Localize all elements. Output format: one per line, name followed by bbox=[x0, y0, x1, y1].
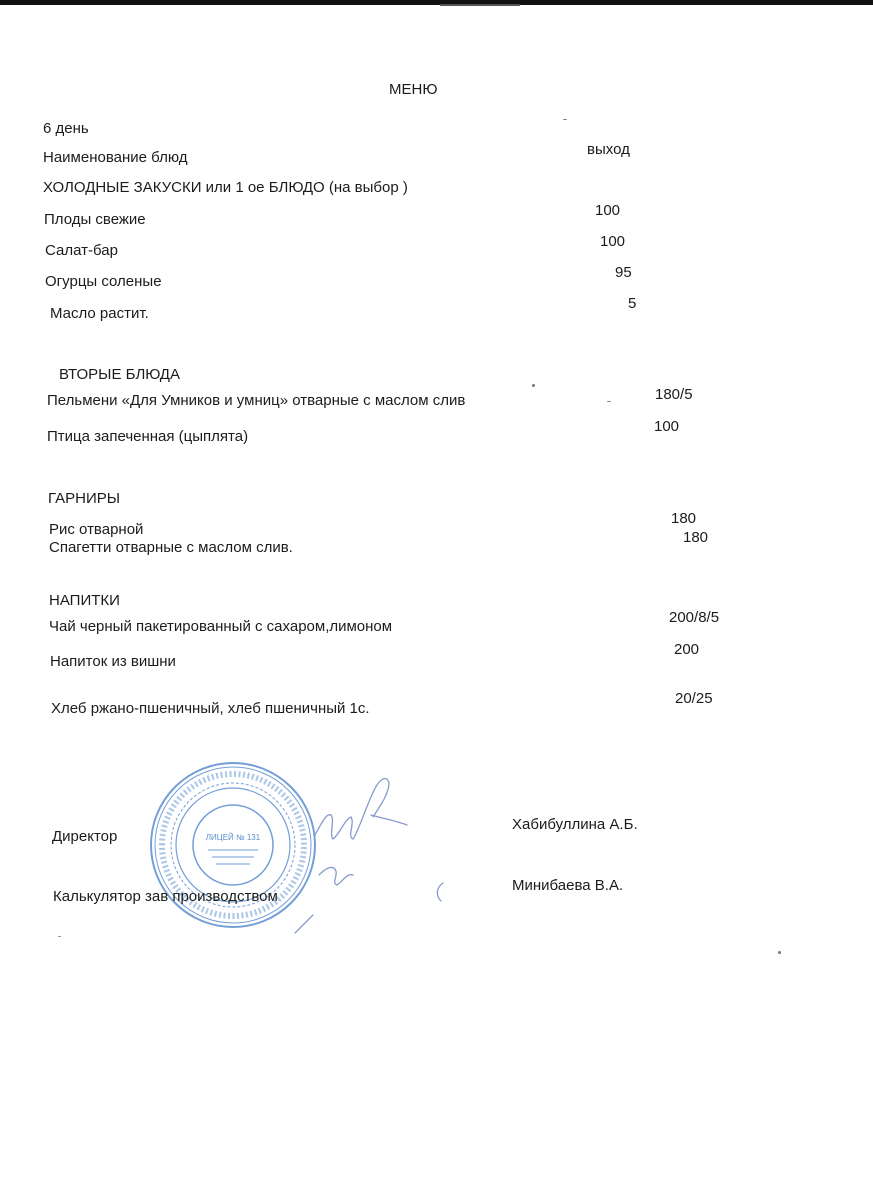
menu-item-name: Чай черный пакетированный с сахаром,лимоном bbox=[49, 618, 393, 635]
menu-item-name: Масло растит. bbox=[50, 305, 149, 322]
menu-item-yield: 200/8/5 bbox=[669, 609, 720, 626]
menu-item-name: Рис отварной bbox=[49, 521, 144, 538]
menu-item-yield: 5 bbox=[628, 295, 637, 312]
column-header-yield: выход bbox=[587, 141, 630, 158]
day-label: 6 день bbox=[43, 120, 89, 137]
section-title-second: ВТОРЫЕ БЛЮДА bbox=[59, 366, 180, 383]
menu-item-yield: 100 bbox=[595, 202, 621, 219]
scan-top-edge bbox=[0, 0, 873, 5]
menu-item-name: Пельмени «Для Умников и умниц» отварные с маслом слив bbox=[47, 392, 466, 409]
menu-item-yield: 180 bbox=[683, 529, 709, 546]
calculator-label: Калькулятор зав производством bbox=[53, 888, 278, 905]
menu-item-yield: 20/25 bbox=[675, 690, 713, 707]
scan-speck bbox=[607, 401, 611, 402]
menu-item-name: Плоды свежие bbox=[44, 211, 146, 228]
calculator-name: Минибаева В.А. bbox=[512, 877, 624, 894]
menu-item-yield: 95 bbox=[615, 264, 632, 281]
signature-scribble bbox=[285, 765, 485, 945]
section-title-cold: ХОЛОДНЫЕ ЗАКУСКИ или 1 ое БЛЮДО (на выбор ) bbox=[43, 179, 408, 196]
scan-speck bbox=[532, 384, 535, 387]
director-name: Хабибуллина А.Б. bbox=[512, 816, 638, 833]
menu-item-name: Птица запеченная (цыплята) bbox=[47, 428, 249, 445]
scan-speck bbox=[778, 951, 781, 954]
menu-item-yield: 100 bbox=[600, 233, 626, 250]
menu-item-name: Огурцы соленые bbox=[45, 273, 162, 290]
menu-item-name: Хлеб ржано-пшеничный, хлеб пшеничный 1с. bbox=[51, 700, 370, 717]
section-title-garnish: ГАРНИРЫ bbox=[48, 490, 121, 507]
page-title: МЕНЮ bbox=[389, 81, 438, 98]
director-label: Директор bbox=[52, 828, 118, 845]
menu-item-yield: 180/5 bbox=[655, 386, 693, 403]
menu-item-name: Спагетти отварные с маслом слив. bbox=[49, 539, 293, 556]
scan-speck bbox=[563, 119, 567, 120]
stamp-center-text: ЛИЦЕЙ № 131 bbox=[205, 833, 261, 842]
menu-item-name: Напиток из вишни bbox=[50, 653, 176, 670]
section-title-drinks: НАПИТКИ bbox=[49, 592, 120, 609]
menu-item-yield: 180 bbox=[671, 510, 697, 527]
menu-item-yield: 100 bbox=[654, 418, 680, 435]
menu-item-name: Салат-бар bbox=[45, 242, 118, 259]
column-header-name: Наименование блюд bbox=[43, 149, 188, 166]
menu-item-yield: 200 bbox=[674, 641, 700, 658]
scan-speck bbox=[58, 936, 61, 937]
